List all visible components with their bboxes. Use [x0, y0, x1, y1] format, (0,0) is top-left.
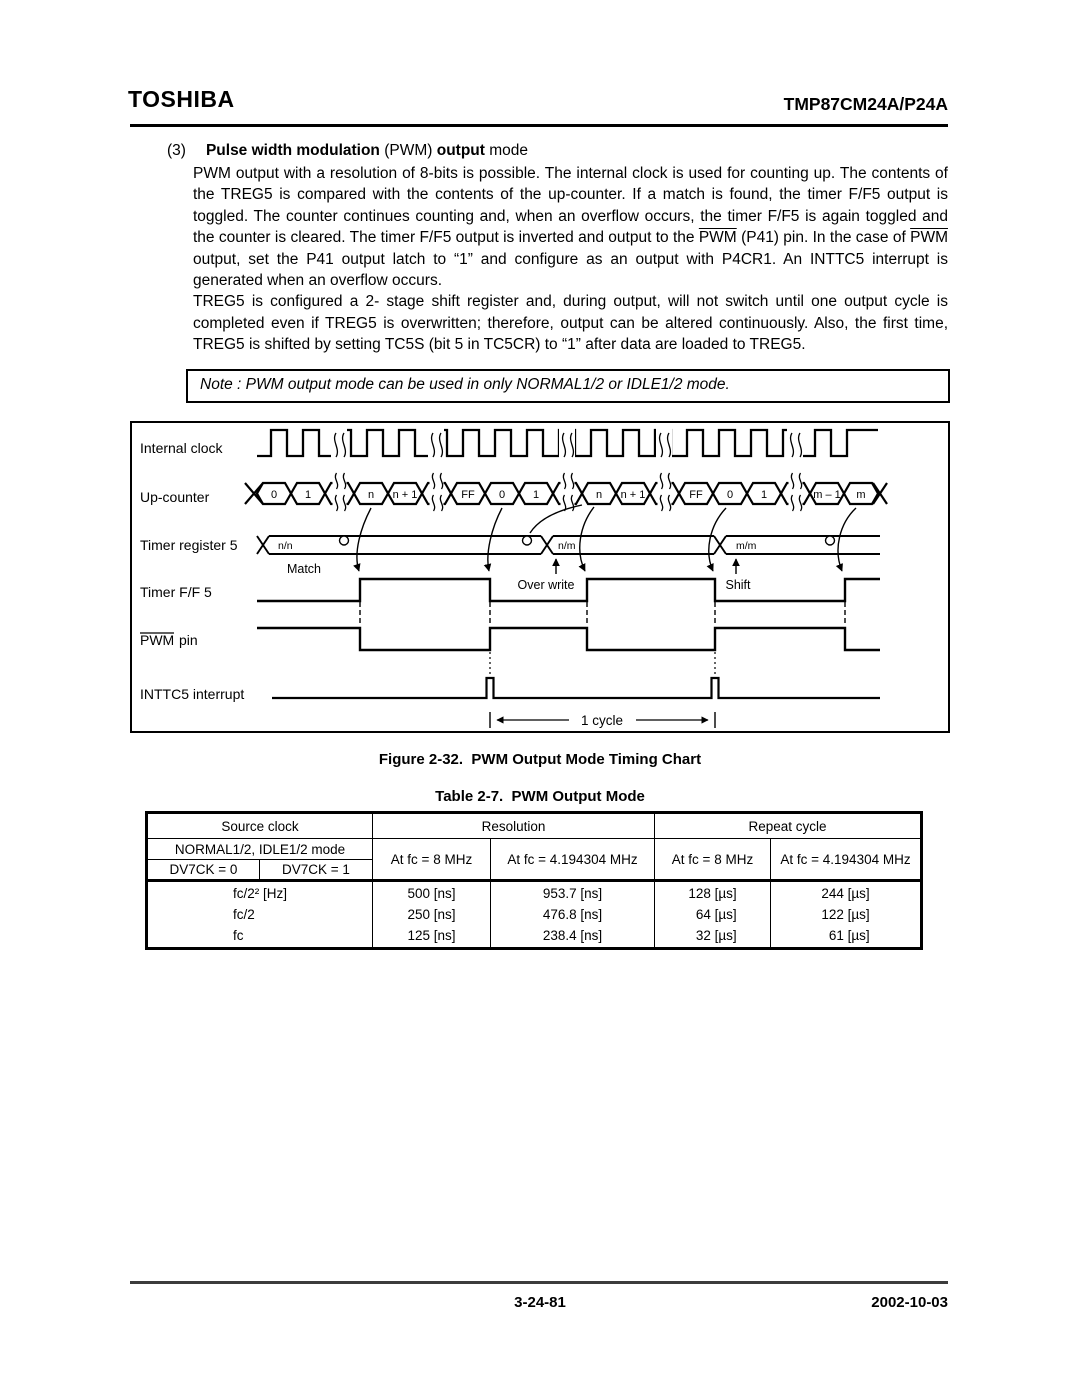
row-label-pin: pin: [179, 632, 198, 648]
pwm-output-mode-table: [145, 811, 923, 950]
load-point-marker: [340, 536, 349, 545]
shift-label: Shift: [725, 578, 751, 592]
counter-cell-value: FF: [689, 489, 703, 501]
section-title: Pulse width modulation (PWM) output mode: [205, 142, 529, 159]
table-header-row-1: [147, 813, 922, 839]
res4-row-0: 953.7 [ns]: [542, 886, 603, 901]
part-number: TMP87CM24A/P24A: [783, 94, 948, 114]
counter-cell-value: 1: [532, 489, 540, 501]
counter-cell-value: n + 1: [620, 489, 646, 501]
counter-cell-value: 1: [760, 489, 768, 501]
section-number: (3): [167, 142, 186, 159]
table-header-row-2: [147, 839, 922, 860]
cell-res4-values: [491, 881, 655, 949]
pwm-pin-wave: [257, 628, 880, 650]
overwrite-label: Over write: [517, 578, 575, 592]
toshiba-logo: TOSHIBA: [128, 86, 235, 112]
event-arrow: [488, 508, 502, 571]
treg-value-nn: n/n: [278, 540, 293, 552]
note-text: Note : PWM output mode can be used in only NORMAL1/2 or IDLE1/2 mode.: [200, 376, 730, 393]
paragraph-1: PWM output with a resolution of 8-bits is possible. The internal clock is used for counting up. The contents of the TREG5 is compared with the contents of the up-counter. If a match is found, the timer F/F5 output is toggled. The counter continues counting and, when an overflow occurs, the timer F/F5 is again toggled and the counter is cleared. The timer F/F5 output is inverted and output to the $\overline{PWM}$ (P41) pin. In the case of $\overline{PWM}$ output, set the P41 output latch to “1” and configure as an output with P4CR1. An INTTC5 interrupt is generated when an overflow occurs.: [193, 165, 948, 290]
paragraph-2: TREG5 is configured a 2- stage shift register and, during output, will not switch until one output cycle is completed even if TREG5 is overwritten; therefore, output can be altered continuously. Also, the first time, TREG5 is shifted by setting TC5S (bit 5 in TC5CR) to “1” after data are loaded to TREG5.: [193, 293, 948, 354]
rep4-row-0: 244 [µs]: [821, 886, 870, 901]
note-box: [186, 369, 950, 403]
rep8-row-0: 128 [µs]: [688, 886, 737, 901]
counter-cell-value: 1: [304, 489, 312, 501]
event-arrow: [838, 508, 856, 571]
event-arrow: [357, 508, 371, 571]
header-rule: [130, 124, 948, 127]
counter-cell-value: n: [367, 489, 375, 501]
body-text: [193, 163, 948, 356]
source-row-2: fc: [232, 928, 244, 943]
cell-res-4mhz: At fc = 4.194304 MHz: [491, 839, 655, 881]
counter-cell-value: 0: [726, 489, 734, 501]
cell-dv7ck-1: DV7CK = 1: [260, 860, 373, 881]
cell-dv7ck-0: DV7CK = 0: [147, 860, 260, 881]
res8-row-0: 500 [ns]: [407, 886, 456, 901]
rep4-row-2: 61 [µs]: [828, 928, 870, 943]
cell-rep8-values: [655, 881, 771, 949]
row-label-internal-clock: Internal clock: [140, 440, 223, 456]
table-body-row: [147, 881, 922, 949]
cell-source-values: [147, 881, 373, 949]
res4-row-2: 238.4 [ns]: [542, 928, 603, 943]
load-point-marker: [523, 536, 532, 545]
res8-row-1: 250 [ns]: [407, 907, 456, 922]
footer-date: 2002-10-03: [871, 1294, 948, 1311]
counter-cell-value: m – 1: [813, 489, 841, 501]
section-heading: [167, 142, 528, 160]
cell-mode: NORMAL1/2, IDLE1/2 mode: [147, 839, 373, 860]
match-label: Match: [286, 562, 322, 576]
footer-rule: [130, 1281, 948, 1284]
load-point-marker: [826, 536, 835, 545]
figure-caption: Figure 2-32. PWM Output Mode Timing Chart: [378, 751, 702, 768]
rep8-row-1: 64 [µs]: [695, 907, 737, 922]
treg-value-mm: m/m: [736, 540, 757, 552]
treg-value-nm: n/m: [558, 540, 576, 552]
counter-cell-value: 0: [498, 489, 506, 501]
page-number: 3-24-81: [514, 1294, 566, 1311]
res4-row-1: 476.8 [ns]: [542, 907, 603, 922]
timing-chart-figure: [130, 421, 950, 733]
row-label-up-counter: Up-counter: [140, 489, 210, 505]
res8-row-2: 125 [ns]: [407, 928, 456, 943]
cell-rep-4mhz: At fc = 4.194304 MHz: [771, 839, 922, 881]
row-label-pwm: PWM: [140, 632, 175, 648]
counter-cell-value: m: [856, 489, 866, 501]
event-arrow: [580, 507, 594, 571]
cell-rep4-values: [771, 881, 922, 949]
rep8-row-2: 32 [µs]: [695, 928, 737, 943]
rep4-row-1: 122 [µs]: [821, 907, 870, 922]
row-label-inttc5-interrupt: INTTC5 interrupt: [140, 686, 245, 702]
counter-cell-value: 0: [270, 489, 278, 501]
timing-chart-svg: [132, 423, 948, 731]
row-label-timer-register-5: Timer register 5: [140, 537, 238, 553]
one-cycle-label: 1 cycle: [580, 713, 624, 728]
col-resolution: Resolution: [373, 813, 655, 839]
source-row-1: fc/2: [232, 907, 255, 922]
cell-rep-8mhz: At fc = 8 MHz: [655, 839, 771, 881]
col-repeat-cycle: Repeat cycle: [655, 813, 922, 839]
cell-res8-values: [373, 881, 491, 949]
counter-cell-value: n + 1: [392, 489, 418, 501]
row-label-timer-ff-5: Timer F/F 5: [140, 584, 212, 600]
counter-cell-value: n: [595, 489, 603, 501]
table-title: Table 2-7. PWM Output Mode: [435, 788, 645, 805]
counter-cell-value: FF: [461, 489, 475, 501]
inttc5-wave: [272, 678, 880, 698]
cell-res-8mhz: At fc = 8 MHz: [373, 839, 491, 881]
col-source-clock: Source clock: [147, 813, 373, 839]
source-row-0: fc/2² [Hz]: [232, 886, 287, 901]
